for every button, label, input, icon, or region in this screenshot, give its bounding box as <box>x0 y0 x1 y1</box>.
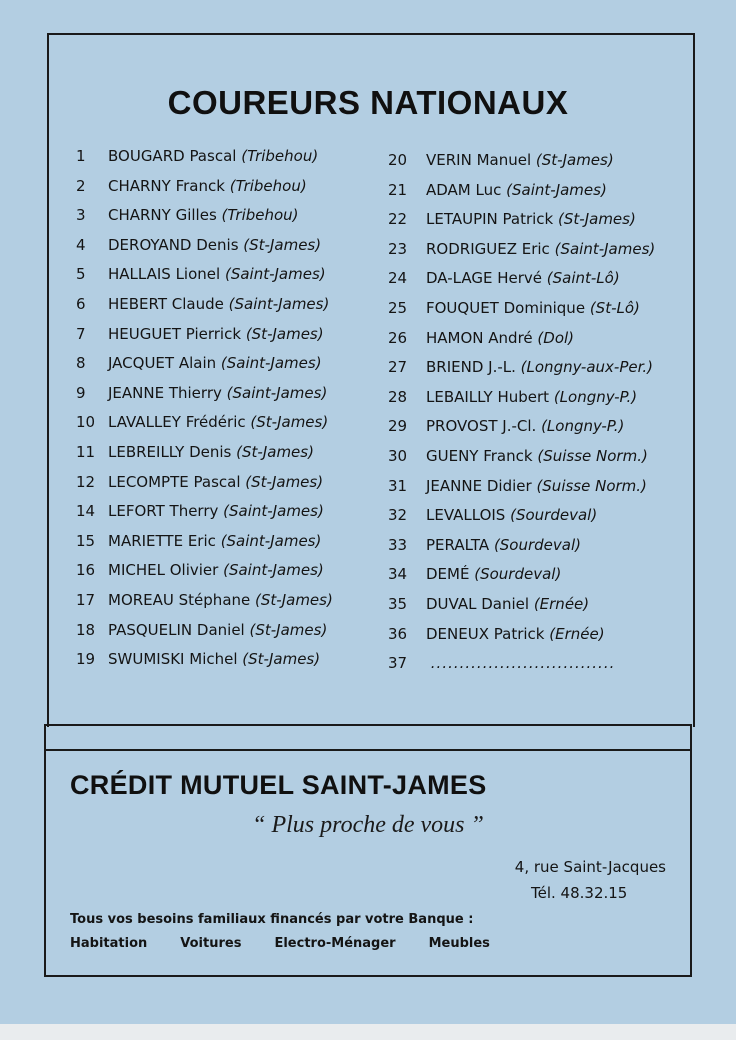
rider-club: (Longny-P.) <box>541 417 625 436</box>
rider-club: (Saint-James) <box>223 561 324 580</box>
rider-number: 35 <box>388 594 408 613</box>
services-intro: Tous vos besoins familiaux financés par votre Banque : <box>70 912 474 927</box>
rider-number: 30 <box>388 446 408 465</box>
rider-club: (St-James) <box>236 442 314 461</box>
page-title: COUREURS NATIONAUX <box>167 84 569 121</box>
rider-number: 2 <box>76 176 86 195</box>
rider-row <box>70 408 333 438</box>
rider-club: (Saint-James) <box>220 354 322 373</box>
rider-row <box>70 556 333 586</box>
rider-club: (St-James) <box>245 324 324 343</box>
service-item: Meubles <box>428 936 490 951</box>
rider-number: 19 <box>76 650 96 669</box>
rider-number: 10 <box>76 413 96 432</box>
rider-row <box>70 231 333 261</box>
page-edge <box>0 1024 736 1040</box>
rider-row <box>386 531 655 561</box>
rider-number: 21 <box>388 180 408 199</box>
rider-club: (Saint-James) <box>226 383 328 402</box>
rider-name: ADAM Luc <box>426 180 502 199</box>
riders-column-right <box>386 146 655 679</box>
rider-number: 37 <box>388 654 408 673</box>
rider-row <box>386 649 655 679</box>
rider-row <box>386 235 655 265</box>
bank-phone: Tél. 48.32.15 <box>531 884 628 902</box>
rider-row <box>386 501 655 531</box>
rider-club: (Tribehou) <box>241 147 319 165</box>
rider-number: 16 <box>76 561 96 580</box>
rider-row <box>386 412 655 442</box>
rider-row <box>386 620 655 650</box>
rider-name: MARIETTE Eric <box>108 531 216 550</box>
rider-club: (Longny-P.) <box>553 387 638 406</box>
rider-name: LEBREILLY Denis <box>108 442 232 461</box>
rider-club: (St-Lô) <box>589 298 640 317</box>
rider-number: 24 <box>388 269 408 288</box>
service-item: Habitation <box>70 936 148 951</box>
rider-club: (St-James) <box>249 620 328 639</box>
rider-name: SWUMISKI Michel <box>108 650 238 669</box>
rider-club: (St-James) <box>250 413 329 432</box>
rider-number: 36 <box>388 624 408 643</box>
rider-number: 8 <box>76 354 86 373</box>
rider-number: 20 <box>388 151 408 169</box>
rider-row <box>386 294 655 324</box>
rider-row <box>70 497 333 527</box>
rider-number: 6 <box>76 294 86 313</box>
rider-name: JEANNE Didier <box>426 476 532 495</box>
rider-name: HEUGUET Pierrick <box>108 324 242 343</box>
rider-row <box>386 383 655 413</box>
rider-number: 12 <box>76 472 96 491</box>
bank-slogan: “ Plus proche de vous ” <box>252 812 484 838</box>
bank-address: 4, rue Saint-Jacques <box>514 858 666 876</box>
rider-name: DUVAL Daniel <box>426 594 530 613</box>
rider-row <box>386 264 655 294</box>
rider-number: 14 <box>76 502 96 521</box>
rider-row <box>70 260 333 290</box>
rider-row <box>70 616 333 646</box>
rider-club: (Ernée) <box>549 624 605 643</box>
rider-name: HEBERT Claude <box>108 294 224 313</box>
rider-club: (Saint-James) <box>224 265 326 284</box>
rider-row <box>70 320 333 350</box>
rider-number: 18 <box>76 620 96 639</box>
rider-name: LECOMPTE Pascal <box>108 472 241 491</box>
rider-club: (St-James) <box>535 151 614 169</box>
rider-row <box>386 560 655 590</box>
rider-name: JEANNE Thierry <box>108 383 222 402</box>
rider-row <box>70 142 333 172</box>
rider-number: 31 <box>388 476 408 495</box>
rider-name: BOUGARD Pascal <box>108 147 237 165</box>
rider-name: DEMÉ <box>426 565 470 584</box>
rider-club: (St-James) <box>245 472 324 491</box>
rider-club: (Saint-James) <box>554 239 656 258</box>
rider-number: 4 <box>76 235 86 254</box>
rider-number: 34 <box>388 565 408 584</box>
rider-name: HAMON André <box>426 328 533 347</box>
service-item: Voitures <box>180 936 242 951</box>
riders-column-left <box>70 142 333 675</box>
rider-name: LEFORT Therry <box>108 502 219 521</box>
rider-number: 1 <box>76 147 86 165</box>
rider-row <box>70 527 333 557</box>
rider-club: (Suisse Norm.) <box>537 446 648 465</box>
rider-club: ................................ <box>430 654 616 673</box>
rider-name: VERIN Manuel <box>426 151 532 169</box>
rider-name: FOUQUET Dominique <box>426 298 586 317</box>
bank-name: CRÉDIT MUTUEL SAINT-JAMES <box>70 770 487 800</box>
rider-name: PASQUELIN Daniel <box>108 620 245 639</box>
rider-club: (St-James) <box>243 235 322 254</box>
rider-name: BRIEND J.-L. <box>426 358 516 377</box>
rider-club: (Tribehou) <box>229 176 307 195</box>
services-list <box>70 936 523 951</box>
rider-club: (Sourdeval) <box>493 535 582 554</box>
rider-row <box>70 172 333 202</box>
rider-club: (Suisse Norm.) <box>536 476 647 495</box>
frame-divider <box>44 724 692 751</box>
rider-club: (Ernée) <box>533 594 590 613</box>
rider-number: 32 <box>388 506 408 525</box>
rider-club: (Saint-James) <box>220 531 322 550</box>
rider-name: CHARNY Gilles <box>108 206 217 225</box>
rider-name: GUENY Franck <box>426 446 533 465</box>
rider-row <box>70 586 333 616</box>
rider-name: HALLAIS Lionel <box>108 265 221 284</box>
rider-club: (Longny-aux-Per.) <box>520 358 654 377</box>
rider-number: 5 <box>76 265 86 284</box>
rider-number: 28 <box>388 387 408 406</box>
rider-row <box>386 176 655 206</box>
rider-row <box>70 379 333 409</box>
rider-number: 11 <box>76 442 96 461</box>
rider-name: LAVALLEY Frédéric <box>108 413 246 432</box>
rider-name: DENEUX Patrick <box>426 624 545 643</box>
rider-club: (Saint-Lô) <box>546 269 620 288</box>
rider-number: 7 <box>76 324 86 343</box>
rider-number: 23 <box>388 239 408 258</box>
rider-number: 9 <box>76 383 86 402</box>
rider-row <box>386 590 655 620</box>
rider-row <box>386 442 655 472</box>
rider-name: LEBAILLY Hubert <box>426 387 550 406</box>
rider-name: DA-LAGE Hervé <box>426 269 542 288</box>
rider-club: (Tribehou) <box>221 206 299 225</box>
rider-name: MICHEL Olivier <box>108 561 219 580</box>
rider-number: 17 <box>76 590 96 609</box>
rider-club: (St-James) <box>242 650 321 669</box>
rider-club: (St-James) <box>558 210 636 229</box>
rider-name: PERALTA <box>426 535 490 554</box>
rider-name: DEROYAND Denis <box>108 235 239 254</box>
rider-row <box>70 438 333 468</box>
rider-number: 29 <box>388 417 408 436</box>
rider-number: 25 <box>388 298 408 317</box>
rider-club: (Saint-James) <box>223 502 324 521</box>
rider-row <box>70 201 333 231</box>
rider-name: PROVOST J.-Cl. <box>426 417 537 436</box>
rider-name: LETAUPIN Patrick <box>426 210 554 229</box>
rider-name: RODRIGUEZ Eric <box>426 239 550 258</box>
rider-club: (Sourdeval) <box>474 565 562 584</box>
rider-row <box>386 146 655 176</box>
rider-club: (Sourdeval) <box>510 506 598 525</box>
rider-row <box>386 472 655 502</box>
rider-row <box>70 468 333 498</box>
rider-row <box>70 645 333 675</box>
rider-row <box>386 205 655 235</box>
rider-name: CHARNY Franck <box>108 176 225 195</box>
rider-row <box>386 353 655 383</box>
service-item: Electro-Ménager <box>274 936 396 951</box>
rider-number: 3 <box>76 206 86 225</box>
rider-club: (Dol) <box>537 328 575 347</box>
rider-club: (Saint-James) <box>228 294 330 313</box>
rider-number: 15 <box>76 531 96 550</box>
rider-name: JACQUET Alain <box>108 354 217 373</box>
rider-row <box>70 349 333 379</box>
rider-club: (Saint-James) <box>506 180 607 199</box>
rider-row <box>70 290 333 320</box>
rider-number: 22 <box>388 210 408 229</box>
rider-number: 27 <box>388 358 408 377</box>
rider-club: (St-James) <box>255 590 333 609</box>
rider-row <box>386 324 655 354</box>
rider-number: 26 <box>388 328 408 347</box>
rider-number: 33 <box>388 535 408 554</box>
rider-name: LEVALLOIS <box>426 506 506 525</box>
rider-name: MOREAU Stéphane <box>108 590 251 609</box>
